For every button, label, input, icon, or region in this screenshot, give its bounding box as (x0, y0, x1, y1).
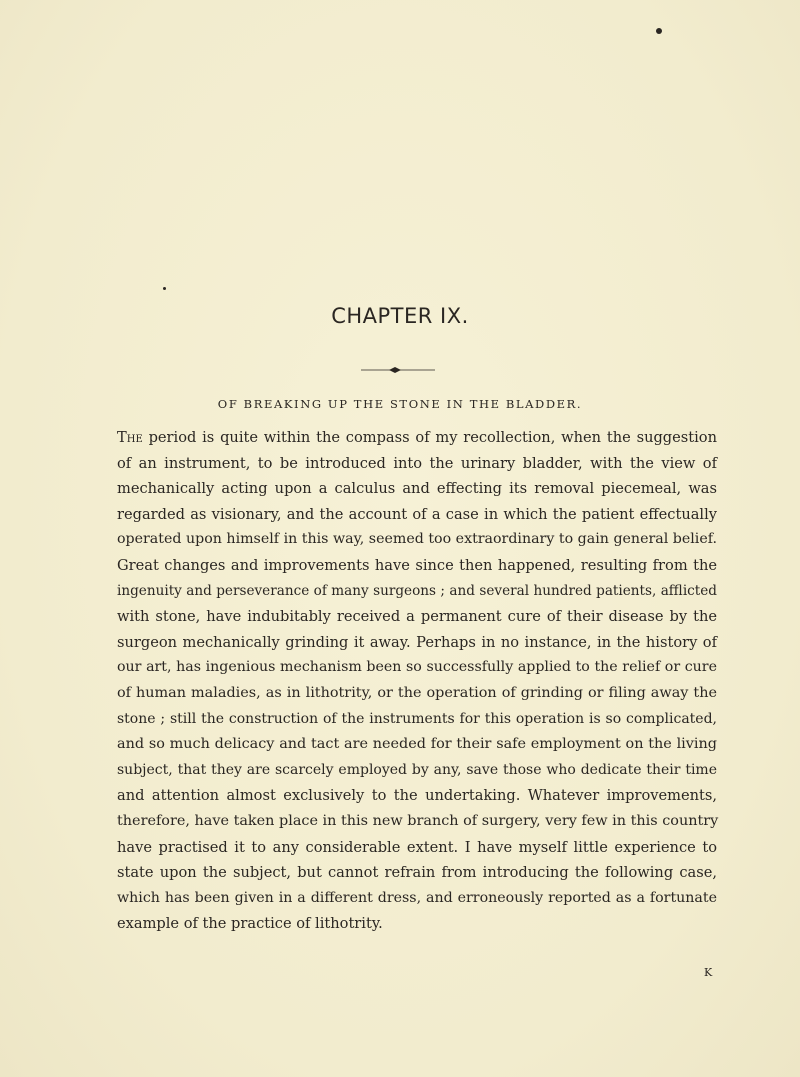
text-line: and so much delicacy and tact are needed for their safe employment on the living (117, 736, 717, 753)
drop-word: The (117, 429, 143, 446)
section-heading: OF BREAKING UP THE STONE IN THE BLADDER. (217, 397, 583, 411)
text-line: state upon the subject, but cannot refrain from introducing the following case, (117, 864, 717, 882)
body-paragraph (117, 425, 717, 937)
text-line: mechanically acting upon a calculus and effecting its removal piecemeal, was (117, 480, 717, 498)
text-line: subject, that they are scarcely employed by any, save those who dedicate their time (117, 761, 717, 778)
text-line: which has been given in a different dress, and erroneously reported as a fortunate (117, 889, 717, 906)
text-line (117, 425, 717, 451)
text-line: stone ; still the construction of the instruments for this operation is so complicated, (117, 710, 717, 727)
ink-speck (163, 287, 166, 290)
text-line-content: period is quite within the compass of my recollection, when the suggestion (142, 429, 717, 446)
text-line: therefore, have taken place in this new branch of surgery, very few in this country (117, 812, 719, 829)
chapter-title: CHAPTER IX. (331, 304, 469, 328)
text-line: surgeon mechanically grinding it away. Perhaps in no instance, in the history of (117, 633, 717, 651)
text-line: example of the practice of lithotrity. (117, 915, 383, 933)
text-line: Great changes and improvements have since then happened, resulting from the (117, 556, 717, 574)
text-line: have practised it to any considerable extent. I have myself little experience to (117, 838, 717, 856)
signature-mark: K (704, 966, 713, 979)
text-line: and attention almost exclusively to the undertaking. Whatever improvements, (117, 787, 717, 805)
text-line: operated upon himself in this way, seemed too extraordinary to gain general belief. (117, 531, 717, 548)
text-line: ingenuity and perseverance of many surgeons ; and several hundred patients, afflicted (117, 582, 717, 599)
text-line: regarded as visionary, and the account of a case in which the patient effectually (117, 505, 717, 523)
text-line: with stone, have indubitably received a permanent cure of their disease by the (117, 608, 717, 626)
text-line: our art, has ingenious mechanism been so successfully applied to the relief or cure (117, 659, 717, 676)
text-line: of human maladies, as in lithotrity, or the operation of grinding or filing away the (117, 684, 717, 701)
ornamental-rule (361, 366, 435, 374)
text-line: of an instrument, to be introduced into the urinary bladder, with the view of (117, 454, 717, 472)
ink-speck (656, 28, 662, 34)
